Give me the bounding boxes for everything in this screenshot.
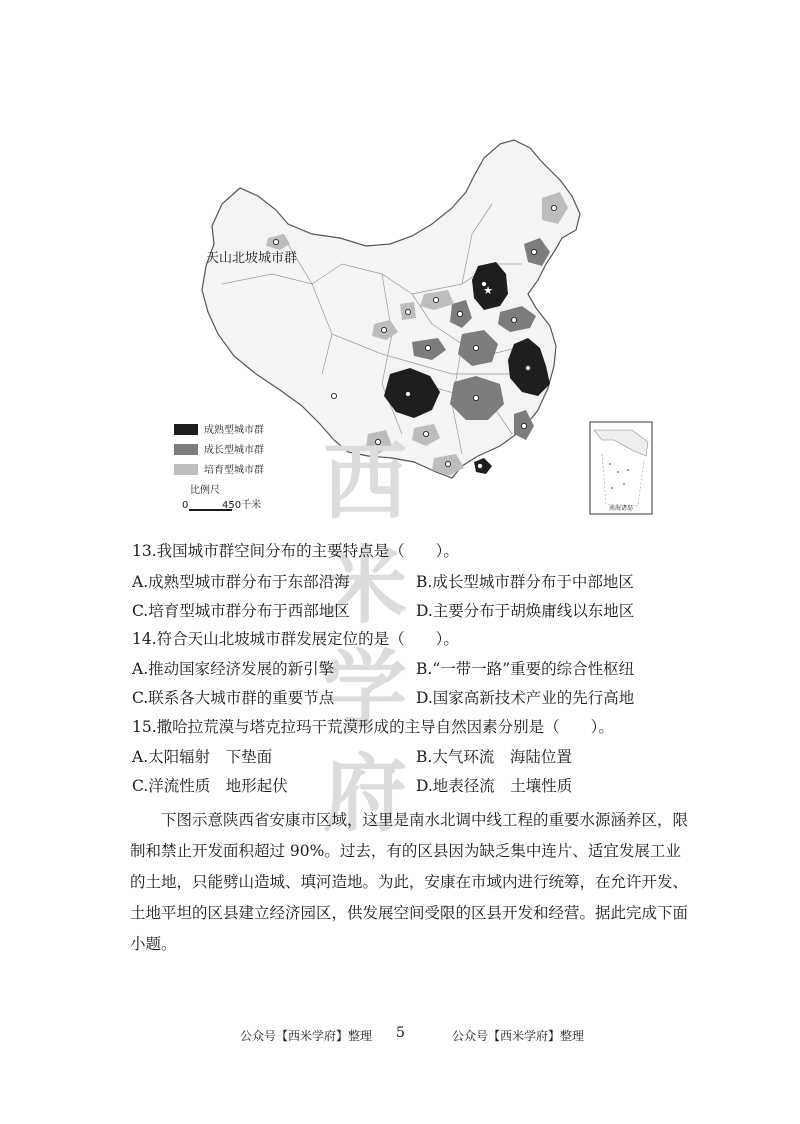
question-14-option-c: C.联系各大城市群的重要节点 (132, 689, 335, 707)
scale-value: 450千米 (222, 500, 262, 511)
scale-zero: 0 (182, 500, 189, 511)
question-15-stem: 15.撒哈拉荒漠与塔克拉玛干荒漠形成的主导自然因素分别是（ ）。 (132, 718, 614, 736)
question-13-option-c: C.培育型城市群分布于西部地区 (132, 602, 350, 620)
legend (174, 423, 264, 511)
watermark-line1: 西米 (322, 433, 411, 635)
legend-label-cultivating: 培育型城市群 (204, 465, 264, 476)
question-15-option-b: B.大气环流 海陆位置 (416, 748, 572, 766)
question-14-option-a: A.推动国家经济发展的新引擎 (132, 660, 335, 678)
question-15-option-d: D.地表径流 土壤性质 (416, 777, 573, 795)
legend-swatch-mature (174, 424, 198, 435)
passage-text: 下图示意陕西省安康市区域，这里是南水北调中线工程的重要水源涵养区，限制和禁止开发面积超过 90%。过去，有的区县因为缺乏集中连片、适宜发展工业的土地，只能劈山造城、填河造地。为此，安康在市域内进行统筹，在允许开发、土地平坦的区县建立经济园区，供发展空间受限的区县开发和经营。据此完成下面小题。 (130, 811, 689, 953)
city-cluster-map (162, 134, 672, 526)
page-footer (0, 1027, 800, 1047)
capital-star: ★ (483, 284, 493, 297)
china-map-svg (162, 134, 672, 526)
south-china-sea-inset (590, 422, 652, 514)
legend-label-mature: 成熟型城市群 (204, 425, 264, 436)
inset-label: 南海诸岛 (608, 505, 634, 512)
question-14-option-d: D.国家高新技术产业的先行高地 (416, 689, 635, 707)
question-14-stem: 14.符合天山北坡城市群发展定位的是（ ）。 (132, 630, 459, 648)
question-13-option-b: B.成长型城市群分布于中部地区 (416, 573, 634, 591)
question-13-option-d: D.主要分布于胡焕庸线以东地区 (416, 602, 635, 620)
question-13-stem: 13.我国城市群空间分布的主要特点是（ ）。 (132, 542, 459, 560)
scale-title: 比例尺 (190, 485, 220, 496)
legend-swatch-cultivating (174, 464, 198, 475)
question-14-option-b: B.“一带一路”重要的综合性枢纽 (416, 660, 635, 678)
footer-right-credit: 公众号【西米学府】整理 (452, 1029, 585, 1043)
legend-label-growing: 成长型城市群 (204, 445, 264, 456)
legend-swatch-growing (174, 444, 198, 455)
footer-left-credit: 公众号【西米学府】整理 (240, 1029, 373, 1043)
question-13-option-a: A.成熟型城市群分布于东部沿海 (132, 573, 350, 591)
page-number: 5 (396, 1025, 405, 1041)
question-15-option-c: C.洋流性质 地形起伏 (132, 777, 288, 795)
question-15-option-a: A.太阳辐射 下垫面 (132, 748, 273, 766)
region-label-tianshan: 天山北坡城市群 (206, 251, 298, 266)
watermark-line2: 学府 (322, 641, 411, 843)
